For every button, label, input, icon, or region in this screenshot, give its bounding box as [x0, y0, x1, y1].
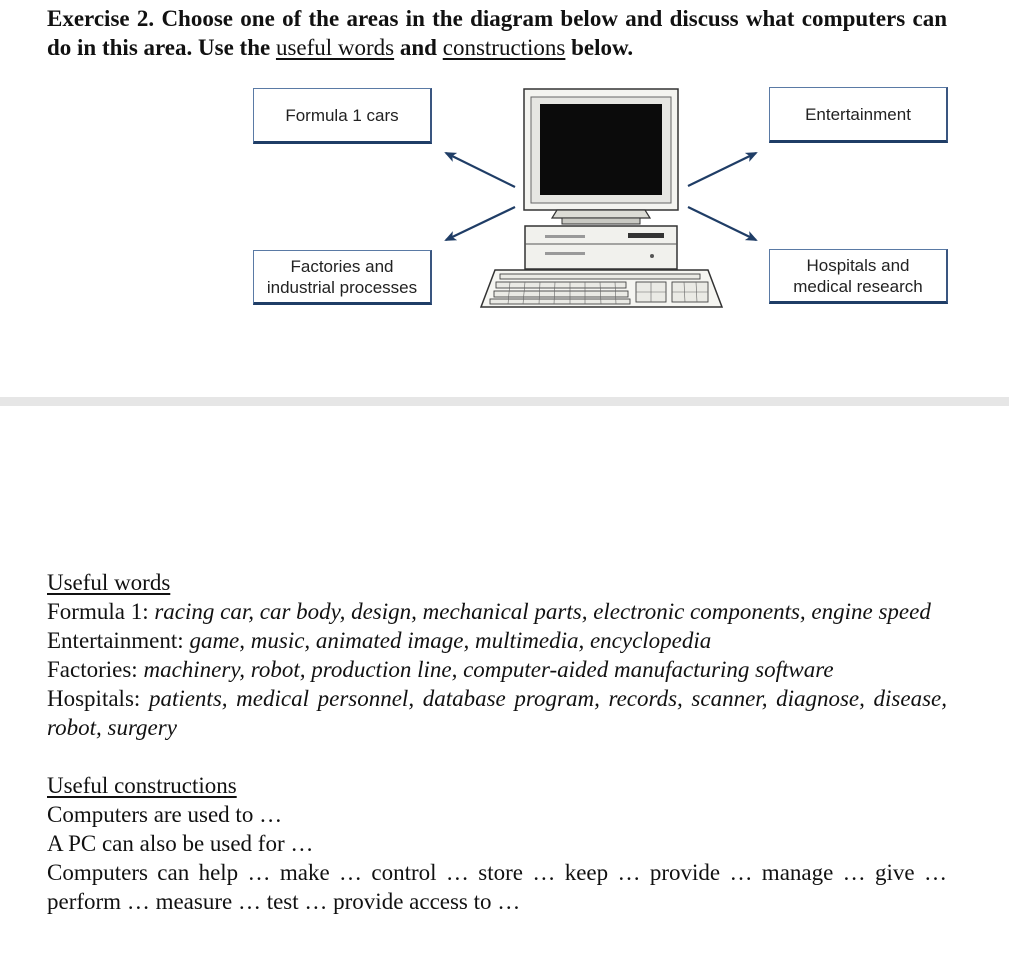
useful-words-link: useful words: [275, 35, 395, 60]
word-list: game, music, animated image, multimedia, encyclopedia: [189, 628, 712, 653]
computer-illustration: [481, 89, 722, 307]
word-list: machinery, robot, production line, computer-aided manufacturing software: [143, 657, 834, 682]
factories-line-1: Factories and: [290, 256, 394, 276]
construction-line: A PC can also be used for …: [47, 831, 314, 856]
word-list-item: [47, 597, 947, 626]
area-box-hospitals: [769, 249, 948, 304]
and-text: and: [399, 35, 437, 60]
useful-constructions-title: Useful constructions: [47, 773, 237, 798]
useful-words-title: Useful words: [47, 570, 171, 595]
section-divider: [0, 397, 1009, 406]
area-label-entertainment: Entertainment: [805, 104, 911, 124]
word-list-item: [47, 684, 947, 742]
arrow-to-factories-icon: [446, 207, 515, 240]
hospitals-line-1: Hospitals and: [806, 255, 910, 275]
word-category-label: Entertainment:: [47, 628, 184, 653]
area-box-entertainment: [769, 87, 948, 143]
area-box-formula-1-cars: [253, 88, 432, 144]
areas-diagram: [0, 0, 1009, 397]
arrow-to-entertainment-icon: [688, 153, 756, 186]
factories-line-2: industrial processes: [266, 277, 418, 297]
area-label-hospitals: [793, 255, 922, 297]
word-list-item: [47, 626, 947, 655]
word-list: racing car, car body, design, mechanical parts, electronic components, engine speed: [154, 599, 931, 624]
area-box-factories: [253, 250, 432, 305]
area-label-formula: Formula 1 cars: [285, 105, 399, 125]
word-list: patients, medical personnel, database program, records, scanner, diagnose, disease, robot, surgery: [47, 686, 947, 740]
arrow-to-hospitals-icon: [688, 207, 756, 240]
instruction-end: below.: [571, 35, 634, 60]
exercise-instruction: Choose one of the areas in the diagram below and discuss what computers can do in this area. Use the: [47, 6, 947, 60]
word-category-label: Formula 1:: [47, 599, 149, 624]
word-category-label: Hospitals:: [47, 686, 141, 711]
exercise-label: Exercise 2.: [47, 6, 155, 31]
hospitals-line-2: medical research: [793, 276, 923, 296]
constructions-link: constructions: [442, 35, 566, 60]
word-category-label: Factories:: [47, 657, 138, 682]
area-label-factories: [267, 256, 417, 298]
spacer: [47, 742, 947, 771]
construction-line: Computers can help … make … control … store … keep … provide … manage … give … perform … measure … test … provide access to …: [47, 860, 947, 914]
construction-line: Computers are used to …: [47, 802, 283, 827]
arrow-to-formula-icon: [446, 153, 515, 187]
word-list-item: [47, 655, 947, 684]
monitor-screen: [540, 104, 662, 195]
vocabulary-section: [47, 568, 947, 916]
